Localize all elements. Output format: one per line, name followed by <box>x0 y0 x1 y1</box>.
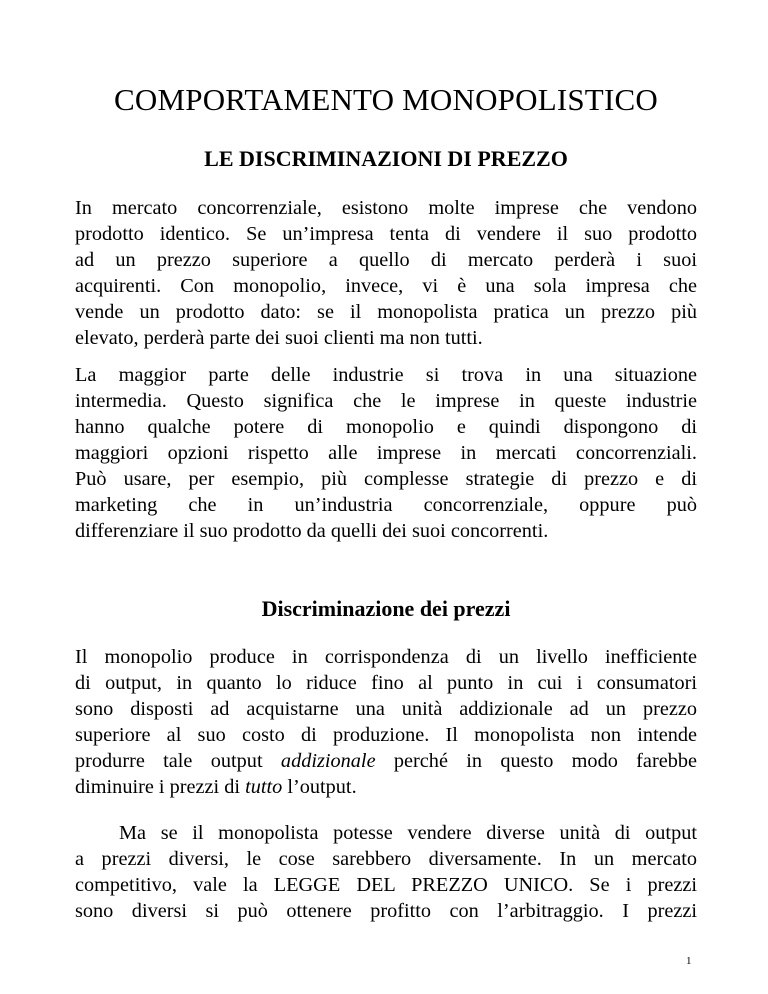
document-title: COMPORTAMENTO MONOPOLISTICO <box>114 82 658 117</box>
text-line: prodotto identico. Se un’impresa tenta di vendere il suo prodotto <box>75 223 697 245</box>
paragraph-4 <box>75 820 697 924</box>
text-run: produrre tale output <box>75 750 281 772</box>
text-line <box>75 774 697 800</box>
text-run: perché in questo modo farebbe <box>375 750 697 772</box>
emphasis-text: addizionale <box>280 750 376 772</box>
text-line: La maggior parte delle industrie si trova in una situazione <box>75 364 697 386</box>
text-line: marketing che in un’industria concorrenziale, oppure può <box>75 494 697 516</box>
text-line: intermedia. Questo significa che le imprese in queste industrie <box>75 390 697 412</box>
text-line: a prezzi diversi, le cose sarebbero diversamente. In un mercato <box>75 848 697 870</box>
text-line: acquirenti. Con monopolio, invece, vi è una sola impresa che <box>75 275 697 297</box>
text-line: sono diversi si può ottenere profitto con l’arbitraggio. I prezzi <box>75 900 697 922</box>
page-number: 1 <box>686 955 692 967</box>
text-line: competitivo, vale la LEGGE DEL PREZZO UNICO. Se i prezzi <box>75 874 697 896</box>
document-subtitle: LE DISCRIMINAZIONI DI PREZZO <box>204 146 568 171</box>
text-line: differenziare il suo prodotto da quelli dei suoi concorrenti. <box>75 520 549 542</box>
text-line: Il monopolio produce in corrispondenza di un livello inefficiente <box>75 646 697 668</box>
text-line: vende un prodotto dato: se il monopolista pratica un prezzo più <box>75 301 697 323</box>
paragraph-1 <box>75 195 697 351</box>
text-line: ad un prezzo superiore a quello di mercato perderà i suoi <box>75 249 697 271</box>
text-line: Ma se il monopolista potesse vendere diverse unità di output <box>119 822 697 844</box>
paragraph-2 <box>75 362 697 544</box>
text-line <box>75 748 697 774</box>
text-line: In mercato concorrenziale, esistono molte imprese che vendono <box>75 197 697 219</box>
text-line: hanno qualche potere di monopolio e quindi dispongono di <box>75 416 697 438</box>
section-heading: Discriminazione dei prezzi <box>261 596 511 621</box>
text-line: di output, in quanto lo riduce fino al punto in cui i consumatori <box>75 672 697 694</box>
text-line: superiore al suo costo di produzione. Il monopolista non intende <box>75 724 697 746</box>
text-run: diminuire i prezzi di <box>75 776 246 798</box>
text-run: l’output. <box>282 776 357 798</box>
paragraph-3 <box>75 644 697 800</box>
text-line: elevato, perderà parte dei suoi clienti ma non tutti. <box>75 327 483 349</box>
emphasis-text: tutto <box>245 776 283 798</box>
text-line: maggiori opzioni rispetto alle imprese in mercati concorrenziali. <box>75 442 697 464</box>
text-line: sono disposti ad acquistarne una unità addizionale ad un prezzo <box>75 698 697 720</box>
text-line: Può usare, per esempio, più complesse strategie di prezzo e di <box>75 468 697 490</box>
